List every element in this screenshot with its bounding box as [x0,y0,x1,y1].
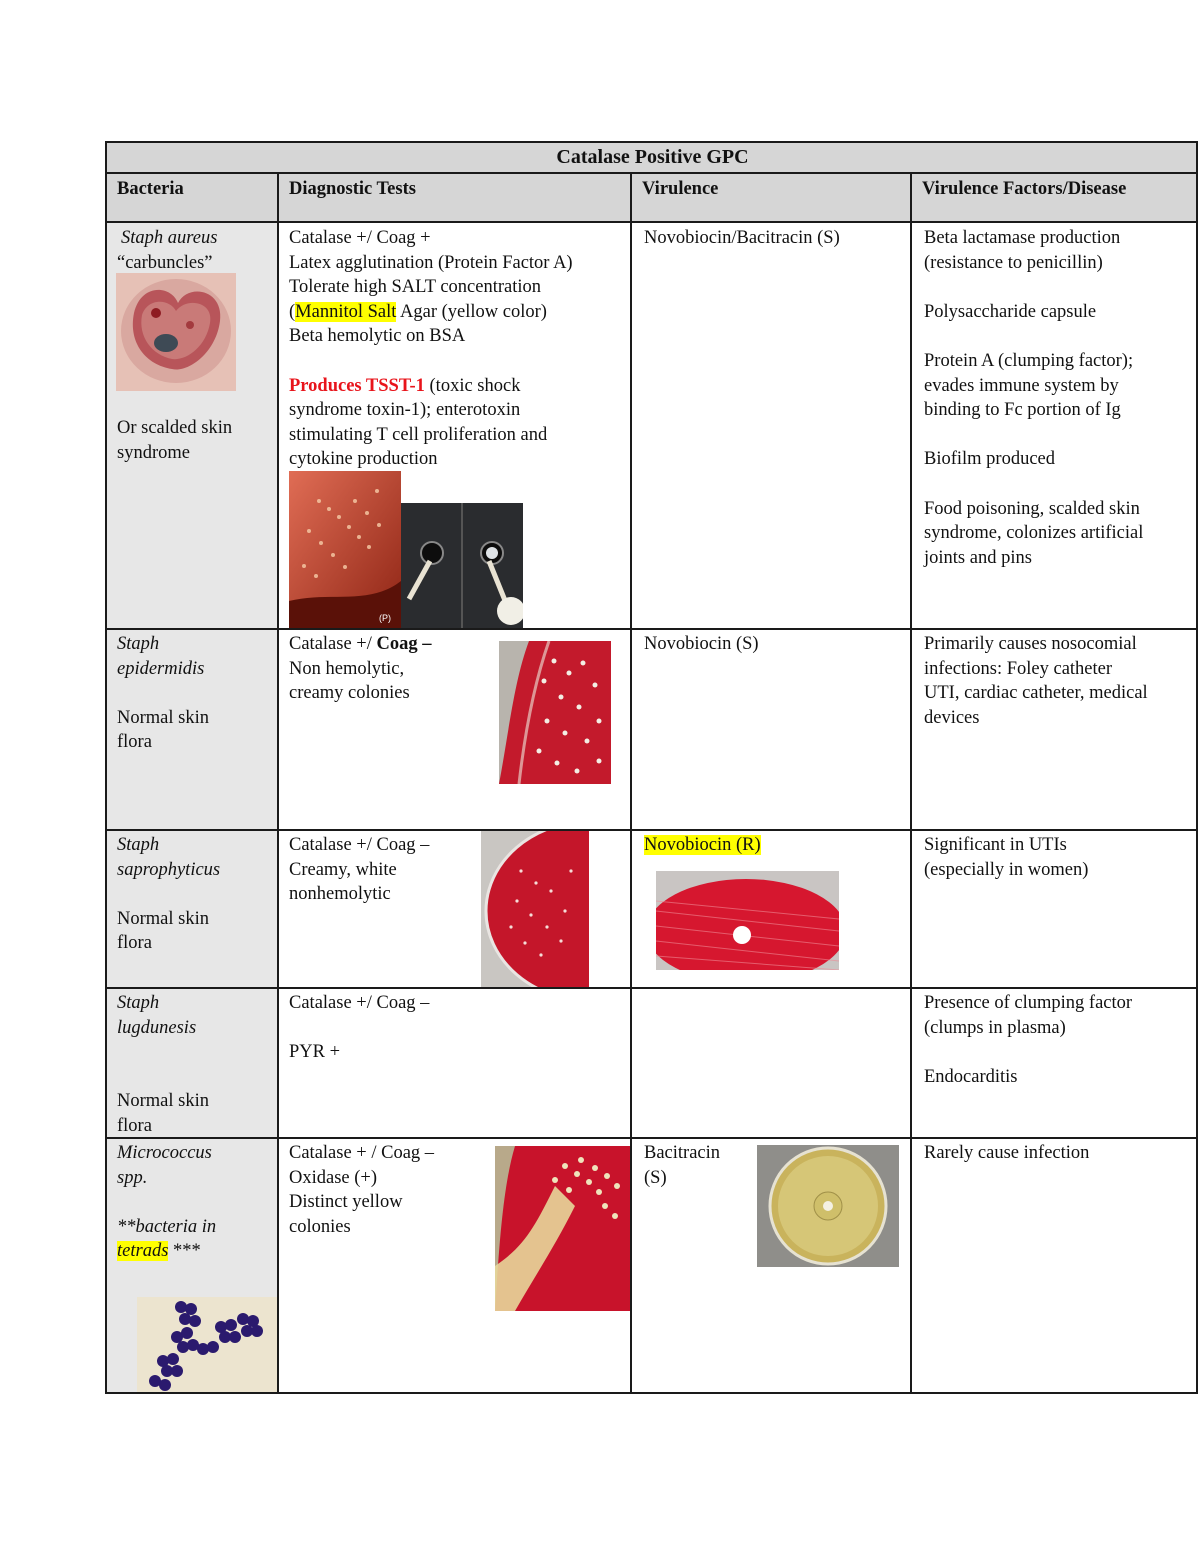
bacteria-name: Staph [117,634,160,654]
test-line: syndrome toxin-1); enterotoxin [289,400,521,421]
test-line: creamy colonies [289,683,410,704]
test-line: Oxidase (+) [289,1167,378,1188]
micrococcus-plate-photo [495,1146,630,1311]
factor-line: Polysaccharide capsule [924,301,1097,322]
test-line: Catalase +/ Coag – [289,993,430,1013]
factor-line: (resistance to penicillin) [924,252,1103,273]
test-line: Non hemolytic, [289,658,405,679]
novobiocin-resistant-highlight: Novobiocin (R) [644,835,761,855]
bacitracin-disk-photo [757,1145,899,1267]
tetrads-highlight: tetrads [117,1241,169,1262]
factor-line: Presence of clumping factor [924,993,1133,1013]
header-bacteria: Bacteria [117,179,184,199]
bacteria-note: Normal skin [117,707,209,728]
test-line: Catalase +/ Coag – [289,835,430,855]
factor-line: joints and pins [924,547,1032,568]
bacteria-note: flora [117,933,152,954]
bacteria-note: flora [117,1115,152,1136]
factors-cell-saprophyticus [914,831,1198,882]
border-line [105,221,1198,223]
factor-line: Primarily causes nosocomial [924,634,1137,654]
factor-line: Protein A (clumping factor); [924,350,1134,371]
virulence-text: Bacitracin [644,1143,721,1163]
border-line [105,1137,1198,1139]
test-line: Latex agglutination (Protein Factor A) [289,252,573,273]
bacteria-note: Normal skin [117,1091,209,1112]
test-line: Catalase +/ Coag + [289,228,431,248]
bacteria-disease-line-2: syndrome [117,442,190,463]
bacteria-disease-note [107,414,277,465]
epidermidis-plate-photo [499,641,611,784]
bacteria-cell-aureus [107,224,277,275]
virulence-text: Novobiocin (S) [644,634,759,654]
tsst-line [289,374,623,399]
mannitol-line [289,300,623,325]
bacteria-name: Staph [117,993,160,1013]
border-line [105,1392,1198,1394]
factor-line: Food poisoning, scalded skin [924,498,1140,519]
tsst-label: Produces TSST-1 [289,375,425,396]
virulence-cell-lugdunesis [634,989,912,991]
factor-line: binding to Fc portion of Ig [924,400,1121,421]
factors-cell-aureus [914,224,1198,570]
header-virulence-factors: Virulence Factors/Disease [922,179,1127,199]
factor-line: devices [924,707,980,728]
virulence-cell-aureus [634,224,912,251]
bacteria-cell-lugdunesis [107,989,277,1139]
test-text: Catalase +/ [289,634,377,654]
mannitol-highlight: Mannitol Salt [295,301,397,322]
test-line: cytokine production [289,449,438,470]
factor-line: Significant in UTIs [924,835,1067,855]
carbuncle-photo [116,273,236,391]
border-line [910,173,912,1394]
test-line: Creamy, white [289,859,397,880]
test-line: nonhemolytic [289,884,391,905]
test-line: colonies [289,1216,351,1237]
border-line [105,628,1198,630]
bacteria-name: Staph aureus [121,228,218,248]
virulence-cell-saprophyticus [634,831,912,858]
bacteria-name: saprophyticus [117,859,221,880]
border-line [1196,141,1198,1394]
bacteria-name: Micrococcus [117,1143,212,1163]
border-line [105,829,1198,831]
photo-mark: (P) [379,613,391,623]
factor-line: Endocarditis [924,1066,1018,1087]
aureus-plate-photo [289,471,401,629]
bacteria-name: lugdunesis [117,1017,197,1038]
bacteria-note: Normal skin [117,908,209,929]
mannitol-pre: ( [289,301,296,322]
factors-cell-epidermidis [914,630,1198,730]
latex-agglutination-photo [401,503,523,629]
virulence-text: Novobiocin/Bacitracin (S) [644,228,840,248]
factor-line: infections: Foley catheter [924,658,1113,679]
factor-line: syndrome, colonizes artificial [924,523,1144,544]
tetrads-micrograph [137,1297,279,1393]
border-line [105,141,107,1394]
bacteria-note: flora [117,732,152,753]
border-line [630,173,632,1394]
test-line: stimulating T cell proliferation and [289,424,548,445]
bacteria-cell-saprophyticus [107,831,277,956]
coag-negative-bold: Coag – [376,634,432,654]
test-line: Distinct yellow [289,1192,403,1213]
factor-line: (especially in women) [924,859,1089,880]
factor-line: Beta lactamase production [924,228,1121,248]
factor-line: UTI, cardiac catheter, medical [924,683,1148,704]
header-virulence: Virulence [642,179,719,199]
test-line: Tolerate high SALT concentration [289,277,541,298]
factors-cell-lugdunesis [914,989,1198,1089]
border-line [277,173,279,1394]
virulence-text: (S) [644,1167,667,1188]
virulence-cell-epidermidis [634,630,912,657]
border-line [105,172,1198,174]
test-line: Beta hemolytic on BSA [289,326,466,347]
factor-line: Rarely cause infection [924,1143,1090,1163]
tetrads-stars: *** [168,1241,201,1262]
saprophyticus-plate-photo [481,831,589,987]
header-diagnostic-tests: Diagnostic Tests [289,179,416,199]
test-line: Catalase + / Coag – [289,1143,435,1163]
bacteria-name: spp. [117,1167,148,1188]
tetrads-line [117,1239,269,1264]
border-line [105,987,1198,989]
bacteria-note: “carbuncles” [117,252,213,273]
bacteria-cell-micrococcus [107,1139,277,1264]
bacteria-disease-line-1: Or scalded skin [117,418,233,438]
factor-line: evades immune system by [924,375,1119,396]
tsst-rest: (toxic shock [424,375,521,396]
bacteria-note: **bacteria in [117,1216,217,1237]
border-line [105,141,1198,143]
test-line: PYR + [289,1042,341,1063]
table-title: Catalase Positive GPC [556,146,749,168]
novobiocin-disk-photo [656,871,839,970]
factors-cell-micrococcus [914,1139,1198,1166]
bacteria-name: epidermidis [117,658,205,679]
tests-cell-lugdunesis [279,989,631,1065]
catalase-table [105,141,1198,1394]
tests-cell-aureus [279,224,631,472]
factor-line: Biofilm produced [924,449,1056,470]
bacteria-cell-epidermidis [107,630,277,755]
factor-line: (clumps in plasma) [924,1017,1066,1038]
mannitol-post: Agar (yellow color) [396,301,547,322]
bacteria-name: Staph [117,835,160,855]
